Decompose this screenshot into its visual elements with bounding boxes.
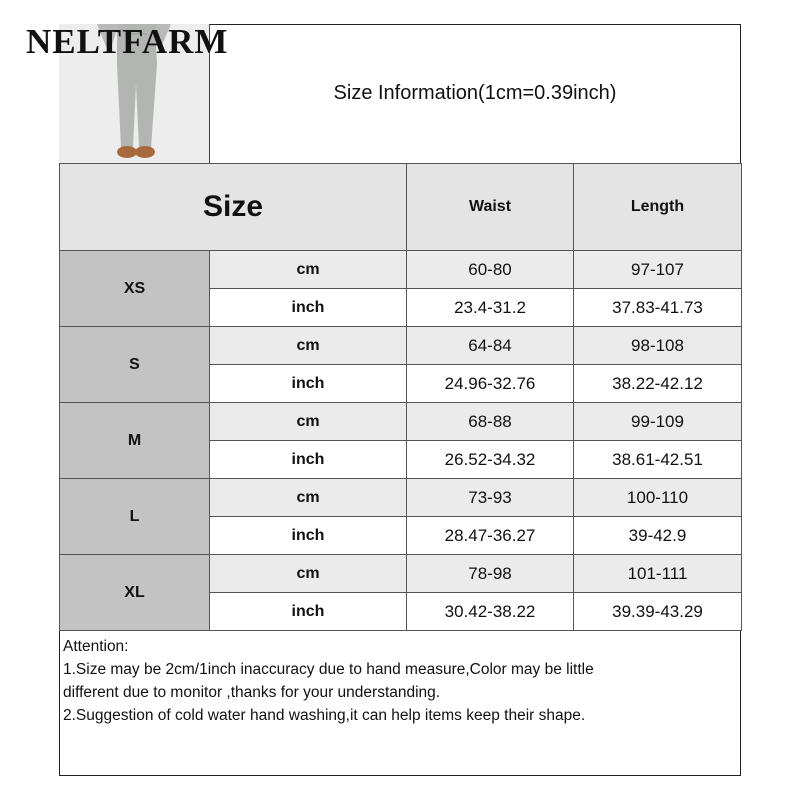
length-cm: 100-110 (574, 479, 742, 517)
table-row (60, 403, 742, 441)
table-row (60, 555, 742, 593)
unit-inch: inch (210, 289, 407, 327)
waist-header: Waist (407, 164, 574, 251)
waist-cm: 68-88 (407, 403, 574, 441)
length-cm: 98-108 (574, 327, 742, 365)
waist-inch: 26.52-34.32 (407, 441, 574, 479)
unit-cm: cm (210, 327, 407, 365)
size-table (59, 163, 742, 631)
waist-cm: 64-84 (407, 327, 574, 365)
unit-cm: cm (210, 251, 407, 289)
waist-cm: 73-93 (407, 479, 574, 517)
unit-cm: cm (210, 479, 407, 517)
waist-inch: 24.96-32.76 (407, 365, 574, 403)
size-label: XS (60, 251, 210, 327)
length-inch: 37.83-41.73 (574, 289, 742, 327)
waist-cm: 60-80 (407, 251, 574, 289)
notes-line-1a: 1.Size may be 2cm/1inch inaccuracy due to hand measure,Color may be little (63, 661, 594, 678)
notes-line-2: 2.Suggestion of cold water hand washing,it can help items keep their shape. (63, 707, 586, 724)
waist-inch: 28.47-36.27 (407, 517, 574, 555)
waist-cm: 78-98 (407, 555, 574, 593)
length-header: Length (574, 164, 742, 251)
size-label: S (60, 327, 210, 403)
table-row (60, 327, 742, 365)
table-row (60, 251, 742, 289)
unit-cm: cm (210, 403, 407, 441)
table-row (60, 479, 742, 517)
size-label: L (60, 479, 210, 555)
unit-inch: inch (210, 517, 407, 555)
notes-heading: Attention: (63, 638, 129, 655)
waist-inch: 23.4-31.2 (407, 289, 574, 327)
attention-notes (59, 633, 741, 776)
length-cm: 99-109 (574, 403, 742, 441)
size-header: Size (60, 164, 407, 251)
unit-inch: inch (210, 441, 407, 479)
unit-inch: inch (210, 593, 407, 631)
unit-cm: cm (210, 555, 407, 593)
length-inch: 39.39-43.29 (574, 593, 742, 631)
brand-logo: NELTFARM (26, 22, 229, 61)
size-label: M (60, 403, 210, 479)
header-row (60, 164, 742, 251)
unit-inch: inch (210, 365, 407, 403)
notes-line-1b: different due to monitor ,thanks for your understanding. (63, 684, 441, 701)
length-cm: 97-107 (574, 251, 742, 289)
length-inch: 38.61-42.51 (574, 441, 742, 479)
size-info-title: Size Information(1cm=0.39inch) (209, 24, 741, 164)
size-label: XL (60, 555, 210, 631)
length-inch: 38.22-42.12 (574, 365, 742, 403)
waist-inch: 30.42-38.22 (407, 593, 574, 631)
length-inch: 39-42.9 (574, 517, 742, 555)
length-cm: 101-111 (574, 555, 742, 593)
